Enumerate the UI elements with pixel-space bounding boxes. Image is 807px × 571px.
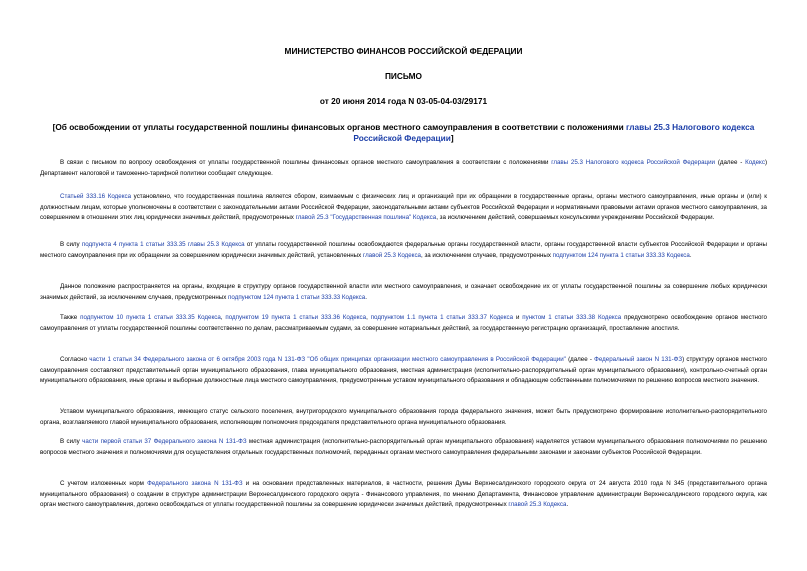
paragraph-text: ) структуру органов местного самоуправления составляют представительный орган муниципального образования, глава муниципального образования, местная администрация (исполнительно-распорядительный орган муниципального образования), контрольно-счетный орган муниципального образования, иные органы и выборные должностные лица местного самоуправления, предусмотренные уставом муниципального образования и обладающие собственными полномочиями по решению вопросов местного значения. [40,356,767,385]
document-link[interactable]: главы 25.3 Налогового кодекса Российской Федерации [551,159,716,166]
document-link[interactable]: Кодекс [745,159,765,166]
paragraph-text: В силу [60,241,82,248]
document-link[interactable]: Федерального закона N 131-ФЗ [147,480,243,487]
document-type-heading: ПИСЬМО [384,71,423,81]
document-link[interactable]: подпункта 4 пункта 1 статьи 333.35 главы 25.3 Кодекса [81,241,245,248]
document-link[interactable]: части первой статьи 37 Федерального закона N 131-ФЗ [82,438,247,445]
paragraph-text: . [689,251,692,259]
paragraph-text: и на основании представленных материалов, в частности, решения Думы Верхнесалдинского городского округа от 24 августа 2010 года N 345 (представительного органа муниципального образования) о создании в структуре администрации Верхнесалдинского городского округа - Финансового управления, по мнению Департамента, Финансовое управление администрации Верхнесалдинского городского округа, как орган местного самоуправления, должно освобождаться от уплаты государственной пошлины за совершение юридически значимых действий, предусмотренных [40,480,767,509]
paragraph-1 [40,158,767,179]
paragraph-9 [40,479,767,511]
document-link[interactable]: подпунктом 10 пункта 1 статьи 333.35 Кодекса [80,314,221,321]
paragraph-6 [40,355,767,387]
paragraph-text: С учетом изложенных норм [60,480,148,487]
paragraph-text: и [513,314,523,321]
document-link[interactable]: главой 25.3 "Государственная пошлина" Кодекса [295,214,437,222]
paragraph-2 [40,192,767,224]
document-link[interactable]: подпунктом 124 пункта 1 статьи 333.33 Кодекса [228,293,366,301]
document-title [40,122,767,144]
paragraph-3 [40,240,767,261]
paragraph-text: ) Департамент налоговой и таможенно-тарифной политики сообщает следующее. [40,159,767,177]
paragraph-text: В силу [60,438,83,445]
paragraph-text: В связи с письмом по вопросу освобождения от уплаты государственной пошлины финансовых органов местного самоуправления в соответствии с положениями [60,159,552,166]
document-link[interactable]: Федеральный закон N 131-ФЗ [594,356,683,363]
paragraph-text: предусмотрено освобождение органов местного самоуправления от уплаты государственной пошлины соответственно по делам, рассматриваемым судами, за совершение нотариальных действий, за государственную регистрацию организаций, проставление апостиля. [40,314,767,332]
title-link[interactable]: главы 25.3 Налогового кодекса Российской Федерации [353,122,755,143]
paragraph-text: от уплаты государственной пошлины освобождаются федеральные органы государственной власти, органы государственной власти субъектов Российской Федерации и органы местного самоуправления при их обращении за совершением юридически значимых действий, установленных [40,241,767,259]
document-link[interactable]: подпунктом 19 пункта 1 статьи 333.36 Кодекса [225,314,367,321]
date-number-heading: от 20 июня 2014 года N 03-05-04-03/29171 [319,96,488,106]
document-link[interactable]: подпунктом 124 пункта 1 статьи 333.33 Кодекса [552,251,690,259]
document-link[interactable]: главой 25.3 Кодекса [508,501,567,509]
paragraph-text: (далее - [565,356,595,363]
paragraph-8 [40,437,767,458]
paragraph-text: , за исключением действий, совершаемых консульскими учреждениями Российской Федерации. [436,214,715,222]
paragraph-text: , [366,314,371,321]
paragraph-text: местная администрация (исполнительно-распорядительный орган муниципального образования) наделяется уставом муниципального образования полномочиями по решению вопросов местного значения и полномочиями для осуществления отдельных государственных полномочий, переданных органам местного самоуправления федеральными законами и законами субъектов Российской Федерации. [40,438,767,456]
paragraph-text: Согласно [60,356,90,363]
paragraph-7 [40,407,767,428]
document-link[interactable]: части 1 статьи 34 Федерального закона от 6 октября 2003 года N 131-ФЗ "Об общих принципах организации местного самоуправления в Российской Федерации" [89,356,566,363]
title-text: [Об освобождении от уплаты государственной пошлины финансовых органов местного самоуправления в соответствии с положениями [52,122,627,132]
document-link[interactable]: пунктом 1 статьи 333.38 Кодекса [522,314,622,321]
document-link[interactable]: главой 25.3 Кодекса [362,251,421,259]
document-link[interactable]: подпунктом 1.1 пункта 1 статьи 333.37 Кодекса [370,314,514,321]
paragraph-text: , за исключением случаев, предусмотренных [421,251,553,259]
title-end: ] [450,133,454,143]
paragraph-4 [40,282,767,303]
paragraph-text: . [365,293,367,301]
ministry-heading: МИНИСТЕРСТВО ФИНАНСОВ РОССИЙСКОЙ ФЕДЕРАЦИИ [284,46,523,56]
paragraph-text: Данное положение распространяется на органы, входящие в структуру органов государственной власти или местного самоуправления, и означает освобождение их от уплаты государственной пошлины за совершение любых юридически значимых действий, за исключением случаев, предусмотренных [40,283,767,301]
paragraph-5 [40,313,767,334]
document-link[interactable]: Статьей 333.16 Кодекса [60,193,132,200]
paragraph-text: (далее - [715,159,746,166]
paragraph-text: Также [60,314,81,321]
paragraph-text: , [220,314,226,321]
paragraph-text: Уставом муниципального образования, имеющего статус сельского поселения, внутригородского муниципального образования города федерального значения, может быть предусмотрено формирование исполнительно-распорядительного органа, возглавляемого главой муниципального образования, исполняющим полномочия председателя представительного органа муниципального образования. [40,408,767,426]
paragraph-text: установлено, что государственная пошлина является сбором, взимаемым с физических лиц и организаций при их обращении в государственные органы, органы местного самоуправления, иные органы и (или) к должностным лицам, которые уполномочены в соответствии с законодательными актами Российской Федерации, законодательными актами субъектов Российской Федерации и нормативными правовыми актами органов местного самоуправления, за совершением в отношении этих лиц юридически значимых действий, предусмотренных [40,193,767,222]
paragraph-text: . [566,501,569,509]
